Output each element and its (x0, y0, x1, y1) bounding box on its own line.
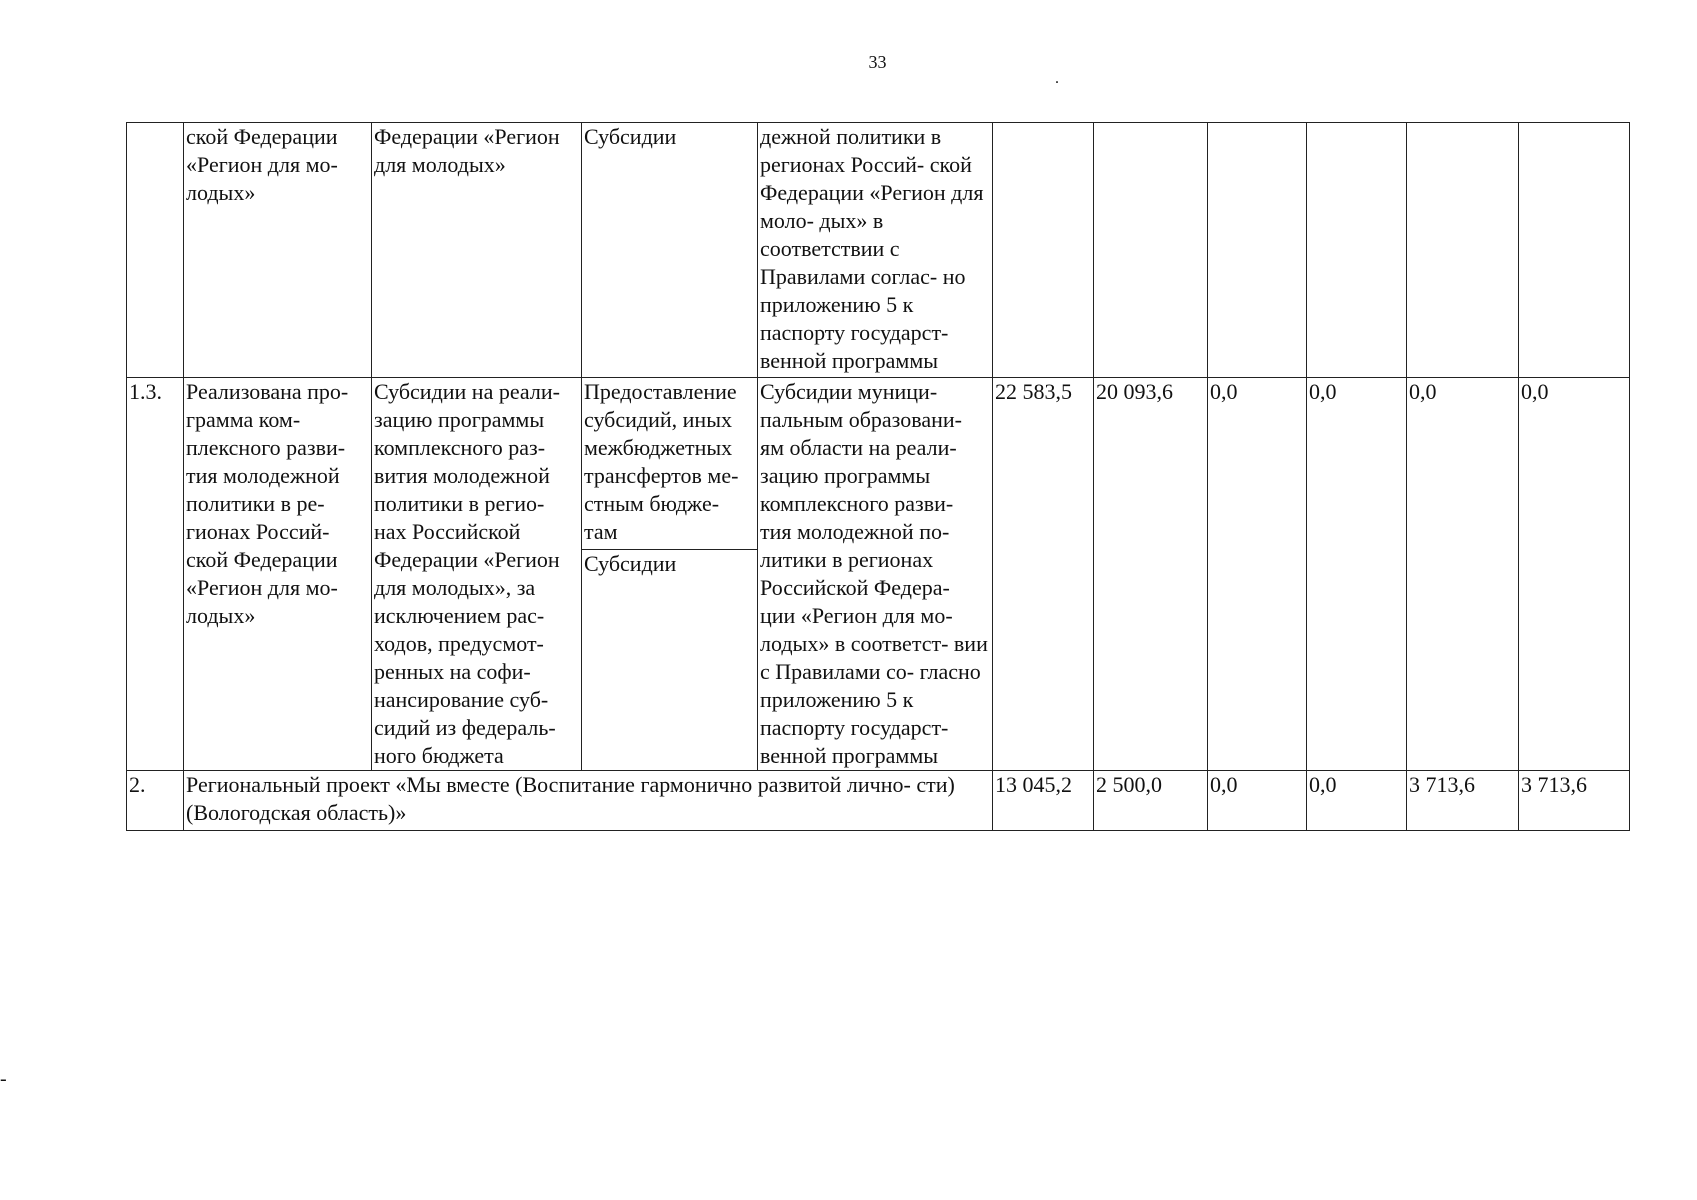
cell-value-2 (1094, 123, 1208, 378)
cell-value-4: 0,0 (1307, 378, 1407, 771)
page-dot: . (1055, 70, 1059, 87)
cell-index (127, 123, 184, 378)
cell-value-1 (993, 123, 1094, 378)
budget-table (126, 122, 1630, 831)
cell-value-6: 3 713,6 (1519, 771, 1630, 831)
cell-project-title: Региональный проект «Мы вместе (Воспитание гармонично развитой лично- сти) (Вологодская область)» (184, 771, 993, 831)
margin-mark: - (0, 1068, 7, 1090)
cell-value-3: 0,0 (1208, 378, 1307, 771)
cell-value-4: 0,0 (1307, 771, 1407, 831)
cell-value-6 (1519, 123, 1630, 378)
cell-type-transfer: Предоставление субсидий, иных межбюджетных трансфертов ме- стным бюдже- там (582, 378, 758, 550)
cell-description: Субсидии муници- пальным образовани- ям области на реали- зацию программы комплексного разви- тия молодежной по- литики в регионах Российской Федера- ции «Регион для мо- лодых» в соответст- вии с Правилами со- гласно приложению 5 к паспорту государст- венной программы (758, 378, 993, 771)
cell-measure: Федерации «Регион для молодых» (372, 123, 582, 378)
cell-type-subsidy: Субсидии (582, 550, 758, 771)
table-row-1-3 (127, 378, 1630, 550)
cell-value-5 (1407, 123, 1519, 378)
cell-value-3 (1208, 123, 1307, 378)
cell-measure: Субсидии на реали- зацию программы комплексного раз- вития молодежной политики в регио- нах Российской Федерации «Регион для молодых», за исключением рас- ходов, предусмот- ренных на софи- нансирование суб- сидий из федераль- ного бюджета (372, 378, 582, 771)
cell-value-2: 2 500,0 (1094, 771, 1208, 831)
cell-description: дежной политики в регионах Россий- ской Федерации «Регион для моло- дых» в соответствии с Правилами соглас- но приложению 5 к паспорту государст- венной программы (758, 123, 993, 378)
table-row-2 (127, 771, 1630, 831)
cell-value-1: 22 583,5 (993, 378, 1094, 771)
cell-value-6: 0,0 (1519, 378, 1630, 771)
cell-value-5: 0,0 (1407, 378, 1519, 771)
page-number: 33 (868, 52, 887, 72)
cell-value-3: 0,0 (1208, 771, 1307, 831)
cell-type: Субсидии (582, 123, 758, 378)
cell-value-5: 3 713,6 (1407, 771, 1519, 831)
cell-index: 2. (127, 771, 184, 831)
cell-value-4 (1307, 123, 1407, 378)
cell-value-2: 20 093,6 (1094, 378, 1208, 771)
table-row-continuation (127, 123, 1630, 378)
cell-result: Реализована про- грамма ком- плексного разви- тия молодежной политики в ре- гионах Россий- ской Федерации «Регион для мо- лодых» (184, 378, 372, 771)
cell-index: 1.3. (127, 378, 184, 771)
cell-value-1: 13 045,2 (993, 771, 1094, 831)
cell-result: ской Федерации «Регион для мо- лодых» (184, 123, 372, 378)
